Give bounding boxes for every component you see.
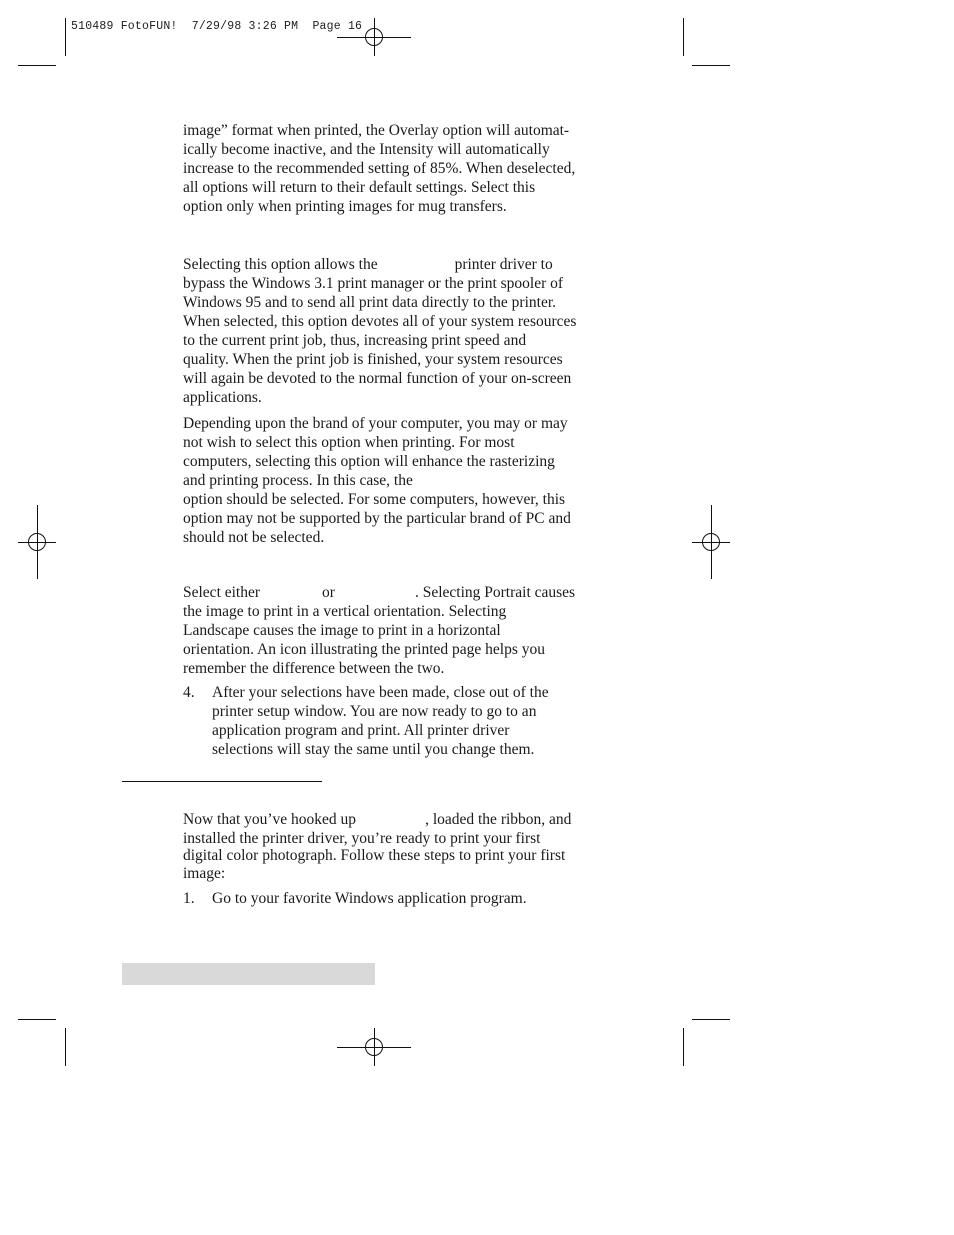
list-item-line: selections will stay the same until you change them. xyxy=(212,741,535,758)
text-segment: Selecting this option allows the xyxy=(183,256,378,273)
body-text-line: option only when printing images for mug transfers. xyxy=(183,198,507,215)
list-number: 4. xyxy=(183,684,195,701)
text-segment: Now that you’ve hooked up xyxy=(183,811,357,828)
body-text-line: ically become inactive, and the Intensity will automatically xyxy=(183,141,550,158)
body-text-line: Depending upon the brand of your computer, you may or may xyxy=(183,415,568,432)
body-text-line: should not be selected. xyxy=(183,529,325,546)
body-text-line: Landscape causes the image to print in a horizontal xyxy=(183,622,501,639)
crop-mark xyxy=(683,1028,684,1066)
crop-mark xyxy=(18,1019,56,1020)
body-text-line: all options will return to their default settings. Select this xyxy=(183,179,536,196)
crop-mark xyxy=(65,1028,66,1066)
registration-mark-icon xyxy=(365,28,383,46)
body-text-line: image” format when printed, the Overlay option will automat- xyxy=(183,122,570,139)
body-text-line: option may not be supported by the particular brand of PC and xyxy=(183,510,571,527)
list-item-line: After your selections have been made, close out of the xyxy=(212,684,549,701)
body-text-line xyxy=(183,255,553,274)
text-segment: . Selecting Portrait causes xyxy=(414,584,576,601)
crop-mark xyxy=(692,1019,730,1020)
body-text-line: and printing process. In this case, the xyxy=(183,472,413,489)
body-text-line: applications. xyxy=(183,389,262,406)
body-text-line: will again be devoted to the normal function of your on-screen xyxy=(183,370,572,387)
print-slug: 510489 FotoFUN! 7/29/98 3:26 PM Page 16 xyxy=(71,20,363,33)
registration-mark-icon xyxy=(702,533,720,551)
text-segment: or xyxy=(322,584,335,601)
footer-bar xyxy=(122,963,375,985)
body-text-line: quality. When the print job is finished, your system resources xyxy=(183,351,563,368)
body-text-line: remember the difference between the two. xyxy=(183,660,445,677)
body-text-line: bypass the Windows 3.1 print manager or the print spooler of xyxy=(183,275,564,292)
body-text-line: not wish to select this option when printing. For most xyxy=(183,434,515,451)
body-text-line xyxy=(183,583,575,602)
body-text-line: increase to the recommended setting of 85%. When deselected, xyxy=(183,160,576,177)
body-text-line: Windows 95 and to send all print data directly to the printer. xyxy=(183,294,557,311)
body-text-line: to the current print job, thus, increasing print speed and xyxy=(183,332,527,349)
body-text-line xyxy=(183,810,571,829)
body-text-line: orientation. An icon illustrating the printed page helps you xyxy=(183,641,546,658)
section-rule xyxy=(122,781,322,782)
body-text-line: When selected, this option devotes all of your system resources xyxy=(183,313,577,330)
list-item-line: Go to your favorite Windows application program. xyxy=(212,890,527,907)
registration-mark-icon xyxy=(28,533,46,551)
body-text-line: the image to print in a vertical orientation. Selecting xyxy=(183,603,507,620)
crop-mark xyxy=(683,18,684,56)
text-segment: , loaded the ribbon, and xyxy=(425,811,572,828)
crop-mark xyxy=(65,18,66,56)
body-text-line: digital color photograph. Follow these steps to print your first xyxy=(183,847,566,864)
body-text-line: computers, selecting this option will enhance the rasterizing xyxy=(183,453,555,470)
list-number: 1. xyxy=(183,890,195,907)
crop-mark xyxy=(692,65,730,66)
text-segment: printer driver to xyxy=(454,256,553,273)
text-segment: Select either xyxy=(183,584,261,601)
list-item-line: printer setup window. You are now ready to go to an xyxy=(212,703,537,720)
body-text-line: installed the printer driver, you’re ready to print your first xyxy=(183,830,541,847)
registration-mark-icon xyxy=(365,1038,383,1056)
list-item-line: application program and print. All printer driver xyxy=(212,722,510,739)
body-text-line: option should be selected. For some computers, however, this xyxy=(183,491,566,508)
body-text-line: image: xyxy=(183,865,226,882)
crop-mark xyxy=(18,65,56,66)
